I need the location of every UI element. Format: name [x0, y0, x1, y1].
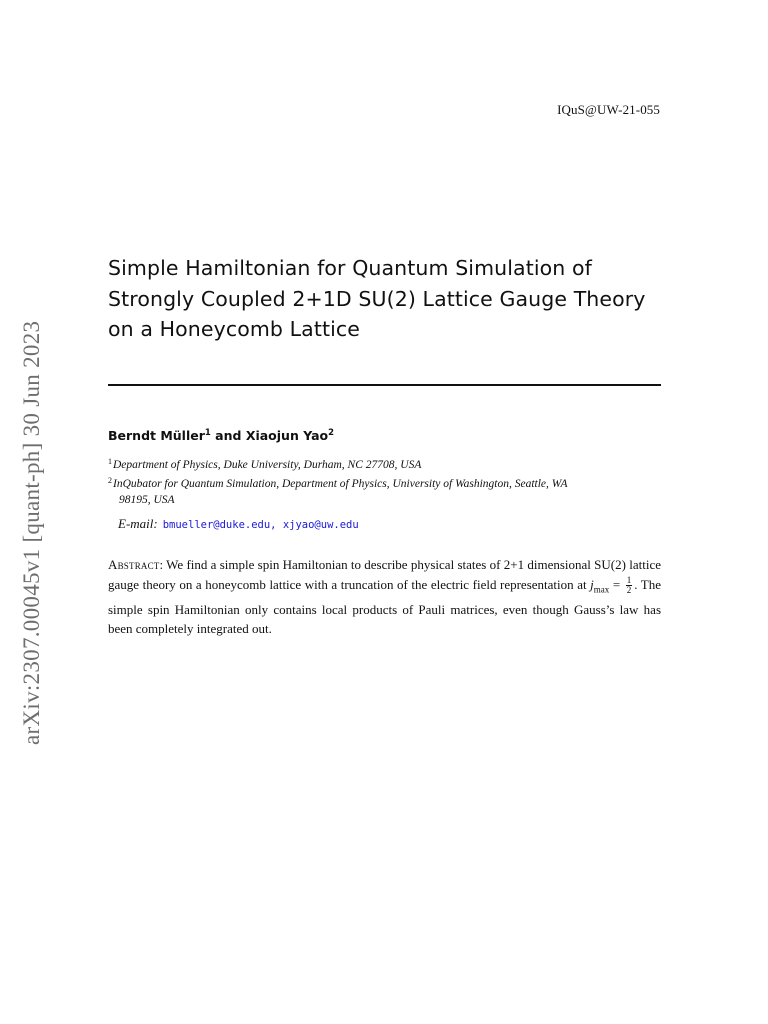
one-half-fraction: $\frac{1}{2}$ — [626, 575, 632, 596]
paper-title: Simple Hamiltonian for Quantum Simulation of Strongly Coupled 2+1D SU(2) Lattice Gauge Theory on a Honeycomb Lattice — [108, 256, 646, 341]
author-name: Berndt Müller — [108, 428, 205, 443]
abstract-text: : We find a simple spin Hamiltonian to describe physical states of 2+1 dimensional SU(2) lattice gauge theory on a honeycomb lattice with a truncation of the electric field representation at — [108, 557, 661, 592]
affiliation-mark: 1 — [108, 457, 112, 466]
email-label: E-mail: — [118, 516, 158, 531]
title-rule-divider — [108, 384, 661, 386]
author-conjunction: and — [210, 428, 246, 443]
affiliation-mark: 1 — [204, 428, 211, 438]
equals-sign: = — [609, 576, 624, 592]
abstract-label: Abstract — [108, 557, 160, 572]
affiliation-mark: 2 — [108, 476, 112, 485]
jmax-symbol: $j_{max}$ — [590, 576, 610, 595]
affiliation-2 — [108, 473, 661, 508]
abstract-text-continued: . The simple spin Hamiltonian only contains local products of Pauli matrices, even though Gauss’s law has been completely integrated out. — [108, 576, 661, 637]
author-name: Xiaojun Yao — [245, 428, 329, 443]
email-line — [118, 516, 359, 532]
author-list — [108, 428, 334, 443]
email-addresses-link[interactable]: bmueller@duke.edu, xjyao@uw.edu — [162, 519, 359, 531]
affiliation-mark: 2 — [328, 428, 335, 438]
arxiv-identifier-stamp[interactable]: arXiv:2307.00045v1 [quant-ph] 30 Jun 2023 — [19, 320, 44, 745]
affiliation-text-continued: 98195, USA — [119, 494, 175, 506]
affiliation-1 — [108, 454, 661, 473]
jmax-subscript: max — [593, 584, 610, 595]
abstract — [108, 555, 661, 639]
affiliation-text: InQubator for Quantum Simulation, Department of Physics, University of Washington, Seattle, WA — [113, 478, 568, 490]
affiliation-text: Department of Physics, Duke University, Durham, NC 27708, USA — [113, 459, 422, 471]
report-number: IQuS@UW-21-055 — [557, 102, 660, 117]
